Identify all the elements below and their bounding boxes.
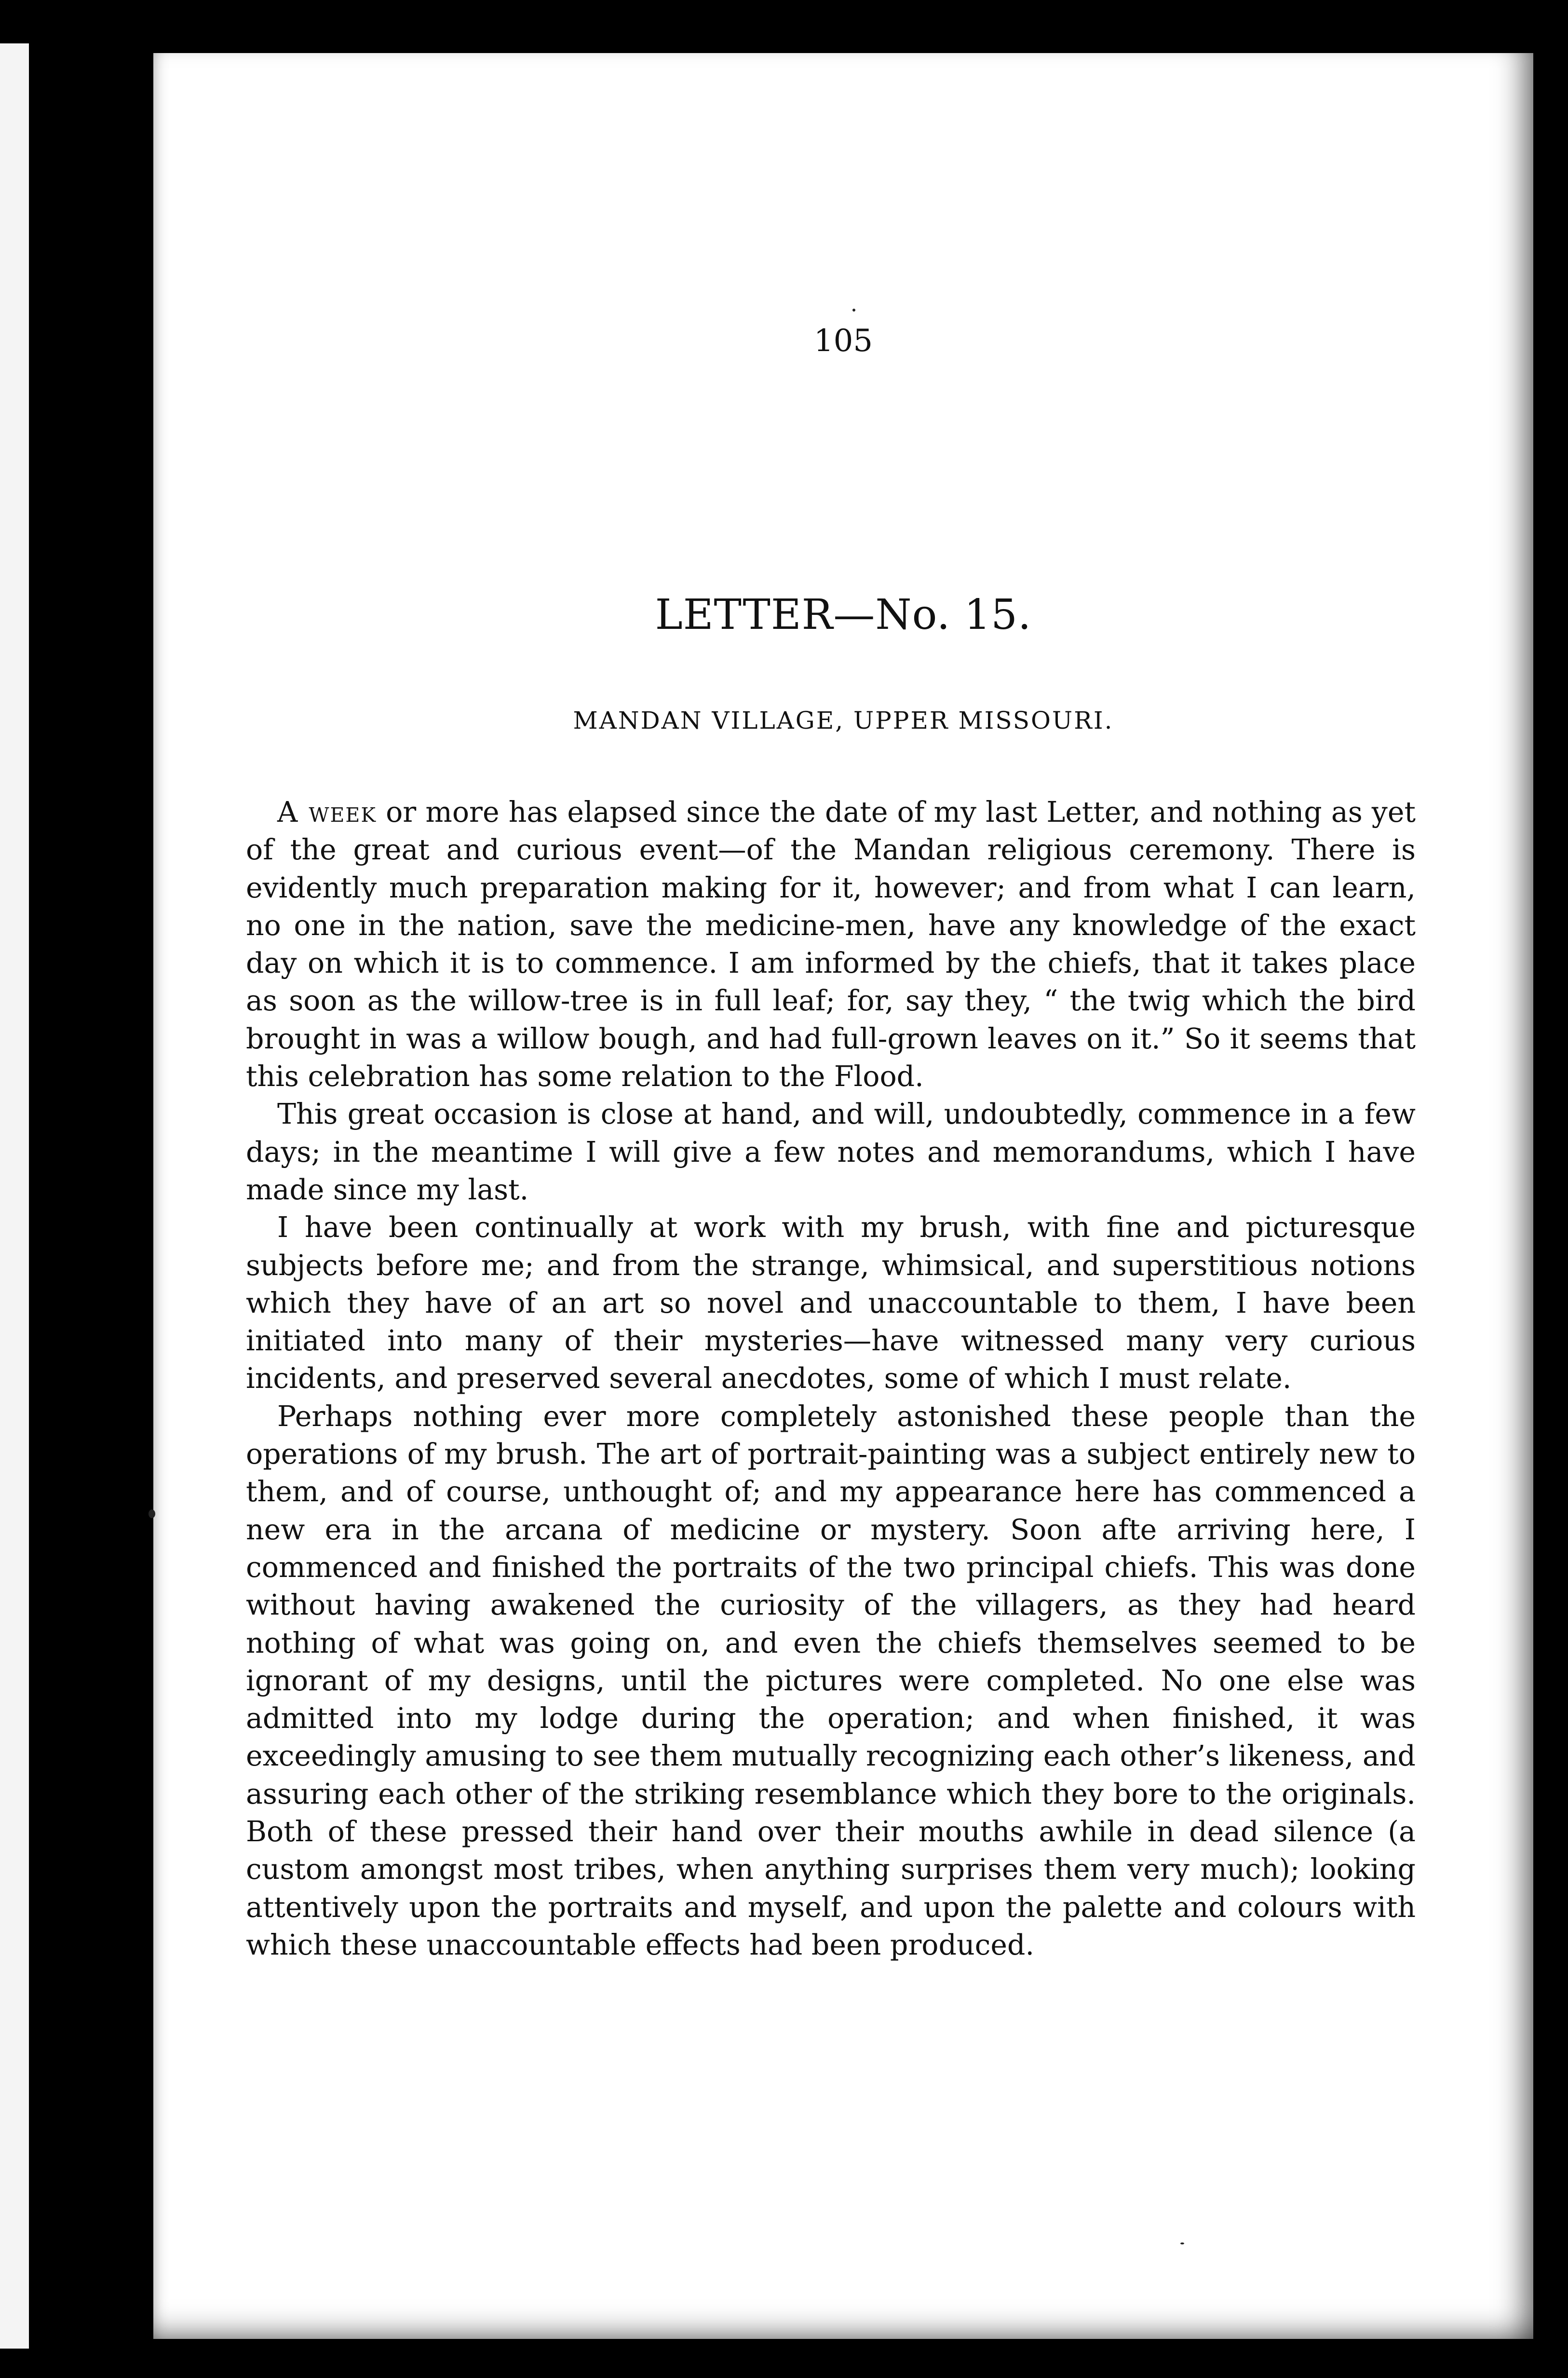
letter-title: LETTER—No. 15. [655,591,1032,639]
scan-speck [1180,2242,1184,2244]
paragraph-2 [246,1095,1416,1209]
paragraph-1 [246,793,1416,1095]
body-text [246,793,1416,1964]
scan-bottom-edge [153,2339,1533,2378]
paragraph-text: I have been continually at work with my brush, with fine and picturesque subjects before me; and from the strange, whimsical, and superstitious notions which they have of an art so novel and unaccountable to them, I have been initiated into many of their mysteries—have witnessed many very curious incidents, and preserved several anecdotes, some of which I must relate. [246,1211,1416,1395]
paragraph-text: This great occasion is close at hand, and will, undoubtedly, commence in a few days; in the meantime I will give a few notes and memorandums, which I have made since my last. [246,1098,1416,1206]
place-heading: MANDAN VILLAGE, UPPER MISSOURI. [573,707,1114,734]
paragraph-lead: A week [277,796,377,829]
book-page [153,53,1533,2339]
paragraph-text: or more has elapsed since the date of my last Letter, and nothing as yet of the great and curious event—of the Mandan religious ceremony. There is evidently much preparation making for it, however; and from what I can learn, no one in the nation, save the medicine-men, have any knowledge of the exact day on which it is to commence. I am informed by the chiefs, that it takes place as soon as the willow-tree is in full leaf; for, say they, “ the twig which the bird brought in was a willow bough, and had full-grown leaves on it.” So it seems that this celebration has some relation to the Flood. [246,796,1416,1093]
adjacent-page-edge [0,43,29,2349]
scan-speck [852,309,855,312]
scan-speck [149,1509,155,1518]
paragraph-3 [246,1209,1416,1397]
paragraph-text: Perhaps nothing ever more completely astonished these people than the operations of my brush. The art of portrait-painting was a subject entirely new to them, and of course, unthought of; and my appearance here has commenced a new era in the arcana of medicine or mystery. Soon afte arriving here, I commenced and finished the portraits of the two principal chiefs. This was done without having awakened the curiosity of the villagers, as they had heard nothing of what was going on, and even the chiefs themselves seemed to be ignorant of my designs, until the pictures were completed. No one else was admitted into my lodge during the operation; and when finished, it was exceedingly amusing to see them mutually recognizing each other’s likeness, and assuring each other of the striking resemblance which they bore to the originals. Both of these pressed their hand over their mouths awhile in dead silence (a custom amongst most tribes, when anything surprises them very much); looking attentively upon the portraits and myself, and upon the palette and colours with which these unaccountable effects had been produced. [246,1400,1416,1961]
paragraph-4 [246,1398,1416,1964]
page-number: 105 [813,323,873,359]
